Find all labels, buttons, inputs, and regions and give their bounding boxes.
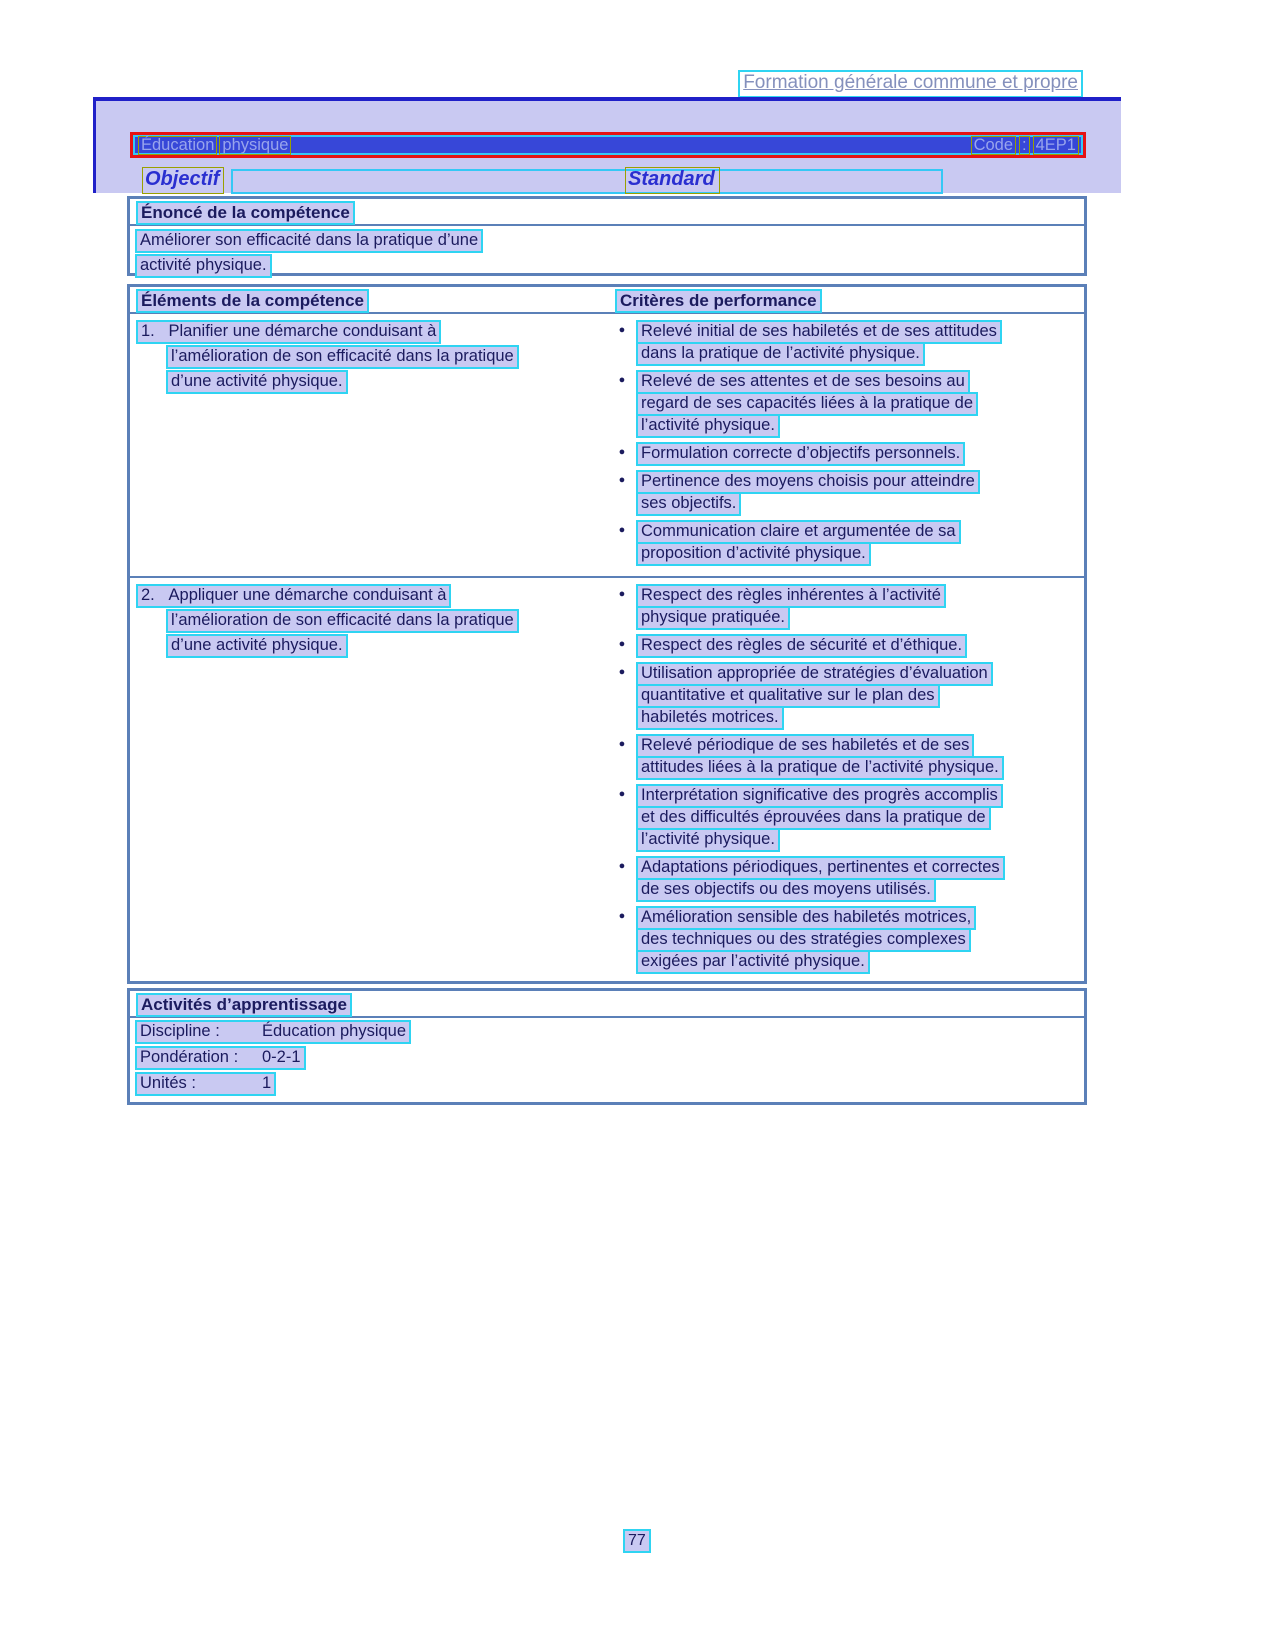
criteria-item [608, 520, 1084, 564]
activite-label: Pondération : [140, 1048, 239, 1066]
criteria-line-text: Interprétation significative des progrès accomplis [636, 784, 1003, 808]
criteria-item [608, 906, 1084, 972]
bullet-icon: ● [618, 738, 626, 750]
activites-title: Activités d’apprentissage [136, 993, 352, 1017]
element-line [166, 609, 608, 634]
activites-header [130, 991, 1084, 1018]
criteria-line-text: Adaptations périodiques, pertinentes et correctes [636, 856, 1005, 880]
criteria-line-text: Relevé de ses attentes et de ses besoins au [636, 370, 970, 394]
element-line-text: d’une activité physique. [166, 370, 348, 394]
criteria-lines [636, 470, 980, 514]
criteria-line-text: Utilisation appropriée de stratégies d’évaluation [636, 662, 993, 686]
activite-row-text [135, 1072, 276, 1096]
criteria-line [636, 492, 980, 514]
element-line [136, 320, 608, 345]
col2-header: Critères de performance [615, 289, 822, 313]
criteria-line [636, 950, 976, 972]
enonce-line-2-text: activité physique. [135, 254, 272, 278]
criteria-line [636, 414, 978, 436]
subject-word-2: physique [219, 136, 291, 155]
criteria-line-text: et des difficultés éprouvées dans la pratique de [636, 806, 991, 830]
criteria-line [636, 756, 1004, 778]
bullet-icon: ● [618, 588, 626, 600]
criteria-line [636, 520, 961, 542]
element-line-text: 1. Planifier une démarche conduisant à [136, 320, 441, 344]
bullet-icon: ● [618, 788, 626, 800]
criteria-line [636, 906, 976, 928]
criteria-lines [636, 734, 1004, 778]
criteria-line-text: proposition d’activité physique. [636, 542, 871, 566]
activite-row-3 [135, 1072, 1084, 1098]
criteria-line [636, 878, 1005, 900]
running-header: Formation générale commune et propre [738, 70, 1083, 98]
criteria-item [608, 442, 1084, 464]
criteria-line-text: Amélioration sensible des habiletés motrices, [636, 906, 976, 930]
criteria-lines [636, 370, 978, 436]
criteria-line-text: Relevé initial de ses habiletés et de ses attitudes [636, 320, 1002, 344]
criteria-item [608, 470, 1084, 514]
criteria-item [608, 856, 1084, 900]
criteria-line [636, 856, 1005, 878]
criteria-lines [636, 634, 967, 656]
subject-banner [130, 132, 1086, 158]
element-cell-2 [130, 578, 608, 978]
criteria-line [636, 370, 978, 392]
criteria-cell-1 [608, 314, 1084, 576]
element-line-text: l’amélioration de son efficacité dans la pratique [166, 345, 519, 369]
criteria-line [636, 828, 1003, 850]
activite-value: 1 [262, 1074, 272, 1092]
criteria-line [636, 320, 1002, 342]
bullet-icon: ● [618, 324, 626, 336]
criteria-line [636, 342, 1002, 364]
objectif-label: Objectif [142, 167, 224, 194]
criteria-line [636, 684, 993, 706]
criteria-line [636, 634, 967, 656]
criteria-line [636, 542, 961, 564]
competence-row-1 [130, 314, 1084, 578]
criteria-item [608, 634, 1084, 656]
criteria-item [608, 784, 1084, 850]
criteria-line-text: quantitative et qualitative sur le plan des [636, 684, 940, 708]
criteria-line [636, 928, 976, 950]
subject-words [138, 136, 291, 155]
criteria-lines [636, 856, 1005, 900]
competence-row-2 [130, 578, 1084, 978]
enonce-title: Énoncé de la compétence [136, 201, 355, 225]
criteria-item [608, 320, 1084, 364]
code-separator: : [1019, 136, 1030, 155]
element-line [136, 584, 608, 609]
criteria-lines [636, 584, 946, 628]
bullet-icon: ● [618, 474, 626, 486]
standard-label: Standard [625, 167, 720, 194]
element-line [166, 345, 608, 370]
criteria-line-text: Pertinence des moyens choisis pour atteindre [636, 470, 980, 494]
objectif-standard-underline-box [231, 169, 943, 194]
criteria-lines [636, 442, 965, 464]
col1-header: Éléments de la compétence [136, 289, 369, 313]
enonce-section [127, 196, 1087, 276]
element-line [166, 634, 608, 659]
criteria-line-text: regard de ses capacités liées à la pratique de [636, 392, 978, 416]
code-group [971, 136, 1079, 155]
criteria-line [636, 784, 1003, 806]
criteria-line [636, 806, 1003, 828]
page-number-value: 77 [623, 1529, 651, 1553]
criteria-cell-2 [608, 578, 1084, 978]
criteria-line [636, 392, 978, 414]
element-cell-1 [130, 314, 608, 576]
bullet-icon: ● [618, 638, 626, 650]
criteria-lines [636, 784, 1003, 850]
criteria-lines [636, 662, 993, 728]
enonce-header [130, 199, 1084, 226]
activite-row-2 [135, 1046, 1084, 1072]
enonce-body [130, 226, 1084, 279]
code-label: Code [971, 136, 1016, 155]
criteria-line [636, 734, 1004, 756]
activites-section [127, 988, 1087, 1105]
criteria-line-text: exigées par l’activité physique. [636, 950, 870, 974]
activite-value: Éducation physique [262, 1022, 407, 1040]
criteria-line-text: ses objectifs. [636, 492, 741, 516]
criteria-line-text: attitudes liées à la pratique de l’activité physique. [636, 756, 1004, 780]
criteria-item [608, 662, 1084, 728]
activite-row-1 [135, 1020, 1084, 1046]
criteria-line [636, 584, 946, 606]
bullet-icon: ● [618, 524, 626, 536]
criteria-line-text: Formulation correcte d’objectifs personnels. [636, 442, 965, 466]
criteria-line-text: l’activité physique. [636, 414, 780, 438]
criteria-line-text: de ses objectifs ou des moyens utilisés. [636, 878, 936, 902]
element-line-text: l’amélioration de son efficacité dans la pratique [166, 609, 519, 633]
criteria-line-text: Communication claire et argumentée de sa [636, 520, 961, 544]
page-number [623, 1529, 651, 1553]
criteria-line-text: habiletés motrices. [636, 706, 784, 730]
criteria-line-text: Respect des règles inhérentes à l’activité [636, 584, 946, 608]
enonce-line-2 [135, 254, 1084, 279]
criteria-line-text: l’activité physique. [636, 828, 780, 852]
bullet-icon: ● [618, 910, 626, 922]
criteria-line [636, 706, 993, 728]
activite-label: Unités : [140, 1074, 196, 1092]
bullet-icon: ● [618, 374, 626, 386]
competence-table-header [130, 287, 1084, 314]
criteria-line-text: Relevé périodique de ses habiletés et de ses [636, 734, 974, 758]
criteria-item [608, 734, 1084, 778]
criteria-line-text: physique pratiquée. [636, 606, 790, 630]
criteria-line [636, 662, 993, 684]
criteria-line [636, 442, 965, 464]
competence-rows [130, 314, 1084, 978]
criteria-line-text: des techniques ou des stratégies complexes [636, 928, 971, 952]
subject-word-1: Éducation [138, 136, 217, 155]
criteria-item [608, 370, 1084, 436]
enonce-line-1 [135, 229, 1084, 254]
code-value: 4EP1 [1033, 136, 1079, 155]
criteria-line [636, 606, 946, 628]
element-line-text: d’une activité physique. [166, 634, 348, 658]
criteria-lines [636, 320, 1002, 364]
criteria-line-text: Respect des règles de sécurité et d’éthique. [636, 634, 967, 658]
competence-section [127, 284, 1087, 984]
title-panel [93, 97, 1121, 193]
bullet-icon: ● [618, 446, 626, 458]
bullet-icon: ● [618, 666, 626, 678]
bullet-icon: ● [618, 860, 626, 872]
criteria-lines [636, 520, 961, 564]
activites-body [130, 1018, 1084, 1098]
element-line-text: 2. Appliquer une démarche conduisant à [136, 584, 451, 608]
activite-row-text [135, 1046, 306, 1070]
activite-label: Discipline : [140, 1022, 220, 1040]
activite-row-text [135, 1020, 411, 1044]
criteria-item [608, 584, 1084, 628]
enonce-line-1-text: Améliorer son efficacité dans la pratique d’une [135, 229, 483, 253]
element-line [166, 370, 608, 395]
criteria-line-text: dans la pratique de l’activité physique. [636, 342, 925, 366]
activite-value: 0-2-1 [262, 1048, 301, 1066]
criteria-lines [636, 906, 976, 972]
criteria-line [636, 470, 980, 492]
